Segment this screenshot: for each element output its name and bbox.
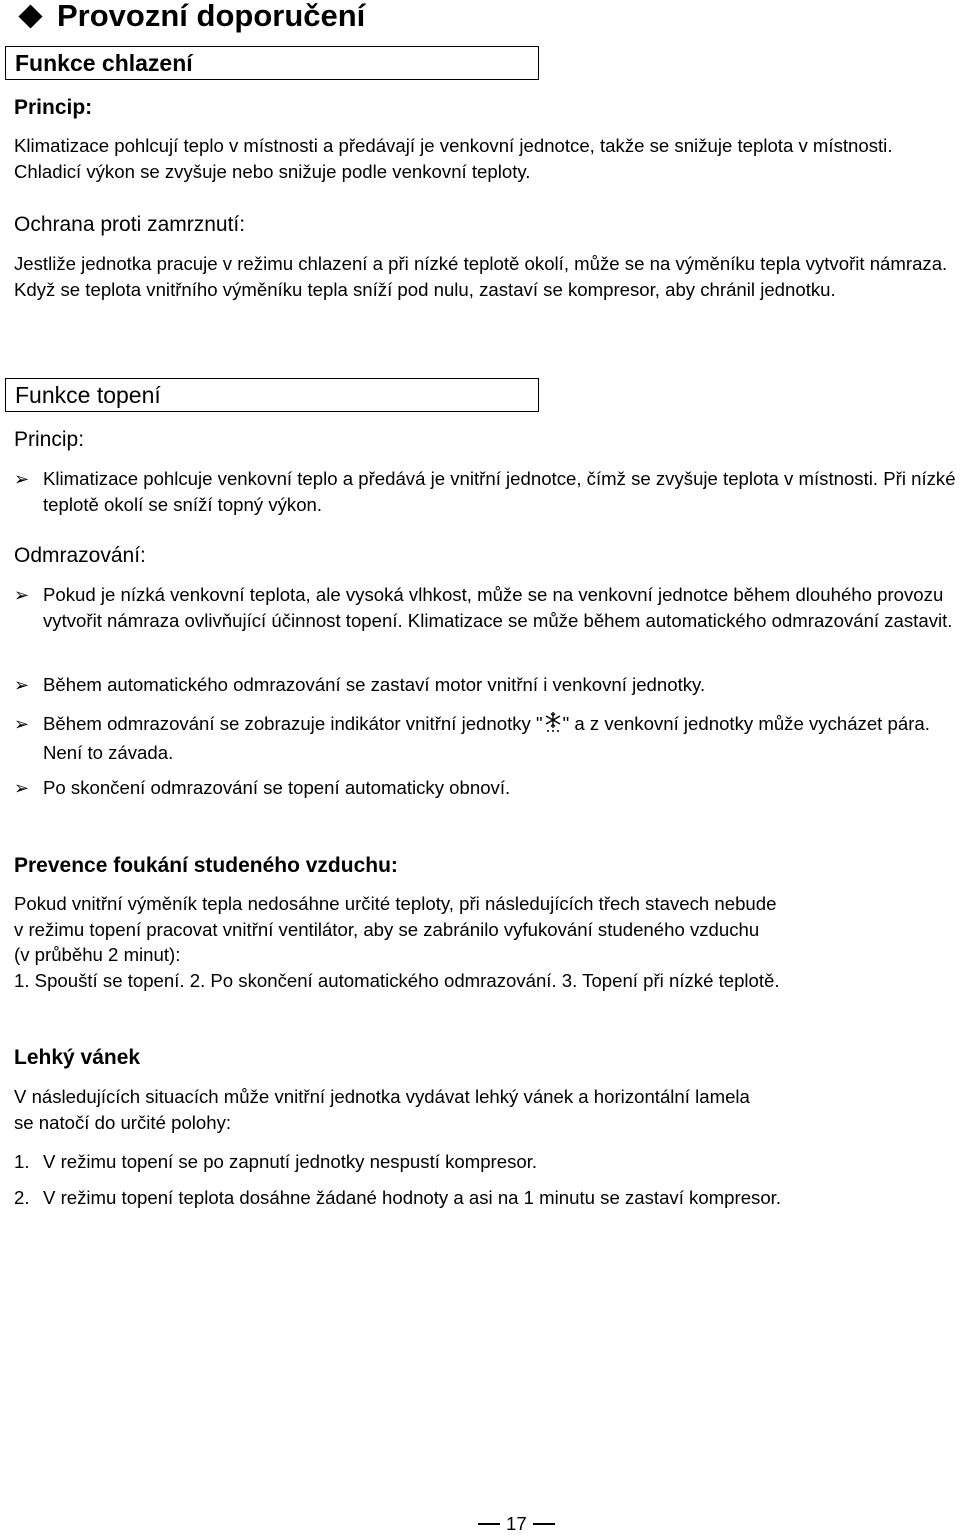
page-title-text: Provozní doporučení <box>57 0 366 33</box>
page-title <box>14 0 365 32</box>
breeze-line: V následujících situacích může vnitřní jednotka vydávat lehký vánek a horizontální lamela <box>14 1086 750 1107</box>
defrost-bullet-text: Během automatického odmrazování se zastaví motor vnitřní i venkovní jednotky. <box>43 674 706 695</box>
list-item <box>14 711 959 765</box>
list-item-text: V režimu topení teplota dosáhne žádané hodnoty a asi na 1 minutu se zastaví kompresor. <box>43 1187 782 1208</box>
list-item-text: V režimu topení se po zapnutí jednotky nespustí kompresor. <box>43 1151 538 1172</box>
antifreeze-label: Ochrana proti zamrznutí: <box>14 213 246 236</box>
list-item <box>14 582 959 633</box>
heating-principle-text: Klimatizace pohlcuje venkovní teplo a předává je vnitřní jednotce, čímž se zvyšuje teplota v místnosti. Při nízké teplotě okolí se sníží topný výkon. <box>43 468 956 515</box>
footer-dash <box>533 1523 555 1525</box>
cooling-heading: Funkce chlazení <box>5 46 539 80</box>
list-item <box>14 672 959 698</box>
defrost-bullet-text: Pokud je nízká venkovní teplota, ale vysoká vlhkost, může se na venkovní jednotce během dlouhého provozu vytvořit námraza ovlivňující účinnost topení. Klimatizace se může během automatického odmrazování zastavit. <box>43 584 953 631</box>
list-item <box>14 775 959 801</box>
defrost-bullet-text: Po skončení odmrazování se topení automaticky obnoví. <box>43 777 511 798</box>
arrow-bullet-icon: ➢ <box>14 714 30 734</box>
cooling-principle-label: Princip: <box>14 96 93 119</box>
heating-principle-label: Princip: <box>14 428 85 451</box>
defrost-label: Odmrazování: <box>14 544 146 567</box>
cold-air-text <box>14 891 959 993</box>
cold-air-line: Pokud vnitřní výměník tepla nedosáhne určité teploty, při následujících třech stavech nebude <box>14 893 777 914</box>
arrow-bullet-icon: ➢ <box>14 469 30 489</box>
breeze-heading: Lehký vánek <box>14 1046 141 1069</box>
cooling-principle-text: Klimatizace pohlcují teplo v místnosti a předávají je venkovní jednotce, takže se snižuje teplota v místnosti. Chladicí výkon se zvyšuje nebo snižuje podle venkovní teploty. <box>14 135 893 182</box>
footer-dash <box>478 1523 500 1525</box>
cold-air-heading: Prevence foukání studeného vzduchu: <box>14 854 398 877</box>
arrow-bullet-icon: ➢ <box>14 585 30 605</box>
page-number <box>472 1512 561 1536</box>
list-item <box>14 466 959 517</box>
list-item <box>14 1185 959 1211</box>
cold-air-line: 1. Spouští se topení. 2. Po skončení automatického odmrazování. 3. Topení při nízké teplotě. <box>14 969 780 991</box>
page-number-text: 17 <box>506 1513 527 1534</box>
heating-heading: Funkce topení <box>5 378 539 412</box>
list-number: 1. <box>14 1151 30 1172</box>
breeze-text <box>14 1084 959 1135</box>
list-number: 2. <box>14 1187 30 1208</box>
arrow-bullet-icon: ➢ <box>14 675 30 695</box>
list-item <box>14 1149 959 1175</box>
cold-air-line: (v průběhu 2 minut): <box>14 944 181 966</box>
indicator-text-after: " a z venkovní jednotky může vycházet pára. Není to závada. <box>43 713 930 763</box>
antifreeze-text: Jestliže jednotka pracuje v režimu chlazení a při nízké teplotě okolí, může se na výměníku tepla vytvořit námraza. Když se teplota vnitřního výměníku tepla sníží pod nulu, zastaví se kompresor, aby chránil jednotku. <box>14 253 948 300</box>
arrow-bullet-icon: ➢ <box>14 778 30 798</box>
indicator-text-before: Během odmrazování se zobrazuje indikátor vnitřní jednotky " <box>43 713 543 734</box>
diamond-bullet-icon <box>18 4 42 28</box>
cold-air-line: v režimu topení pracovat vnitřní ventilátor, aby se zabránilo vyfukování studeného vzduchu <box>14 918 760 940</box>
breeze-line: se natočí do určité polohy: <box>14 1111 232 1133</box>
defrost-snowflake-icon <box>543 711 563 740</box>
